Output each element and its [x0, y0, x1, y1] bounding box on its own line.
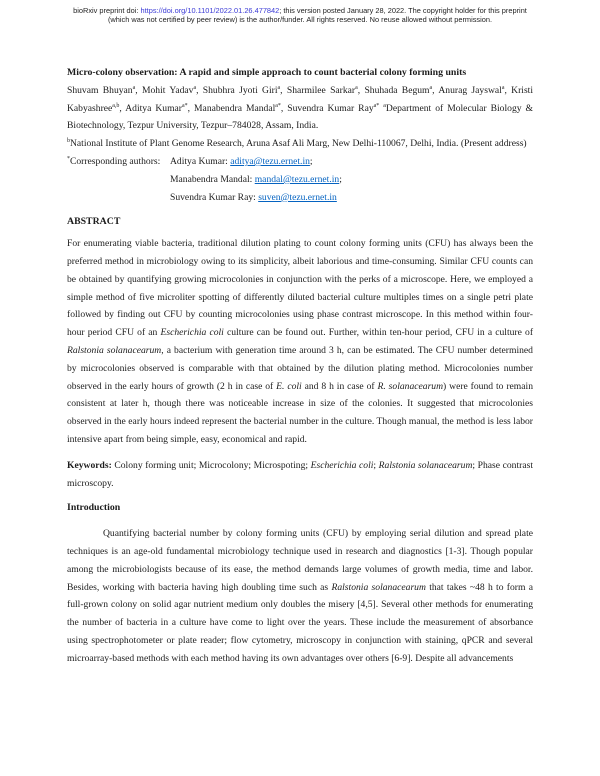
author-list: Shuvam Bhuyan$^a$, Mohit Yadav$^a$, Shubhra Jyoti Giri$^a$, Sharmilee Sarkar$^a$, Shuhada Begum$^a$, Anurag Jayswal$^a$, Kristi Kabyashree$^{a,b}$, Aditya Kumar$^{a*}$, Manabendra Mandal$^{a*}$, Suvendra Kumar Ray$^{a*}$ $^a$Department of Molecular Biology & Biotechnology, Tezpur University, Tezpur–784028, Assam, India.: [67, 84, 534, 132]
email-link-mandal[interactable]: mandal@tezu.ernet.in: [254, 173, 340, 185]
corresponding-entry: [170, 153, 533, 171]
corresponding-separator: ;: [339, 173, 342, 185]
email-link-suven[interactable]: suven@tezu.ernet.in: [258, 191, 337, 203]
corresponding-name: Aditya Kumar:: [170, 155, 231, 167]
corresponding-name: Manabendra Mandal:: [170, 173, 255, 185]
introduction-body: Quantifying bacterial number by colony forming units (CFU) by employing serial dilution and spread plate techniques is an age-old fundamental microbiology technique used in research and diagnostics [1-3]. Though popular among the microbiologists because of its ease, the method demands large volumes of growth media, time and labor. Besides, working with bacteria having high doubling time such as Ralstonia solanacearum that takes ~48 h to form a full-grown colony on solid agar nutrient medium only doubles the misery [4,5]. Several other methods for enumerating the number of bacteria in a culture have come to light over the years. These include the measurement of absorbance using spectrophotometer or plate reader; flow cytometry, microscopy in conjunction with staining, qPCR and several microarray-based methods with each method having its own advantages over others [6-9]. Despite all advancements: [67, 528, 533, 664]
banner-line-1: bioRxiv preprint doi: https://doi.org/10.1101/2022.01.26.477842; this version posted January 28, 2022. The copyright holder for this preprint: [73, 6, 527, 15]
abstract-heading: ABSTRACT: [67, 216, 121, 228]
affiliation-b: $^b$National Institute of Plant Genome Research, Aruna Asaf Ali Marg, New Delhi-110067, Delhi, India. (Present address): [67, 138, 527, 150]
introduction-heading: Introduction: [67, 502, 121, 514]
corresponding-label-spacer: [67, 171, 170, 189]
doi-link[interactable]: https://doi.org/10.1101/2022.01.26.477842: [140, 6, 280, 15]
corresponding-entry: [170, 189, 533, 207]
paper-title: Micro-colony observation: A rapid and simple approach to count bacterial colony forming units: [67, 67, 467, 78]
corresponding-row: [67, 153, 533, 171]
corresponding-name: Suvendra Kumar Ray:: [170, 191, 259, 203]
corresponding-separator: ;: [309, 155, 313, 167]
corresponding-label-spacer: [67, 189, 170, 207]
corresponding-entry: [170, 171, 533, 189]
keywords-line: Keywords: Colony forming unit; Microcolony; Microspoting; Escherichia coli; Ralstonia solanacearum; Phase contrast microscopy.: [67, 459, 533, 489]
abstract-body: For enumerating viable bacteria, traditional dilution plating to count colony forming units (CFU) has always been the preferred method in microbiology owing to its simplicity, albeit laborious and time-consuming. Similar CFU counts can be obtained by quantifying growing microcolonies in conjunction with the perks of a microscope. Here, we employed a simple method of five microliter spotting of differently diluted bacterial culture multiples times on a single petri plate followed by finding out CFU by counting microcolonies using phase contrast microscope. In this method within four-hour period CFU of an Escherichia coli culture can be found out. Further, within ten-hour period, CFU in a culture of Ralstonia solanacearum, a bacterium with generation time around 3 h, can be estimated. The CFU number determined by microcolonies observed is comparable with that obtained by the dilution plating method. Microcolonies number observed in the early hours of growth (2 h in case of E. coli and 8 h in case of R. solanacearum) were found to remain consistent at later h, though there was noticeable increase in size of the colonies. It suggested that microcolonies observed in the early hours indeed represent the bacterial number in the culture. Though manual, the method is less labor intensive apart from being simple, easy, economical and rapid.: [67, 238, 534, 445]
biorxiv-banner: [0, 0, 600, 24]
paper-content: [67, 24, 533, 668]
banner-line-2: (which was not certified by peer review) is the author/funder. All rights reserved. No reuse allowed without permission.: [107, 15, 493, 25]
corresponding-authors-block: [67, 153, 533, 206]
corresponding-row: [67, 189, 533, 207]
corresponding-label: *Corresponding authors:: [67, 155, 161, 167]
email-link-aditya[interactable]: aditya@tezu.ernet.in: [230, 155, 310, 167]
corresponding-row: [67, 171, 533, 189]
